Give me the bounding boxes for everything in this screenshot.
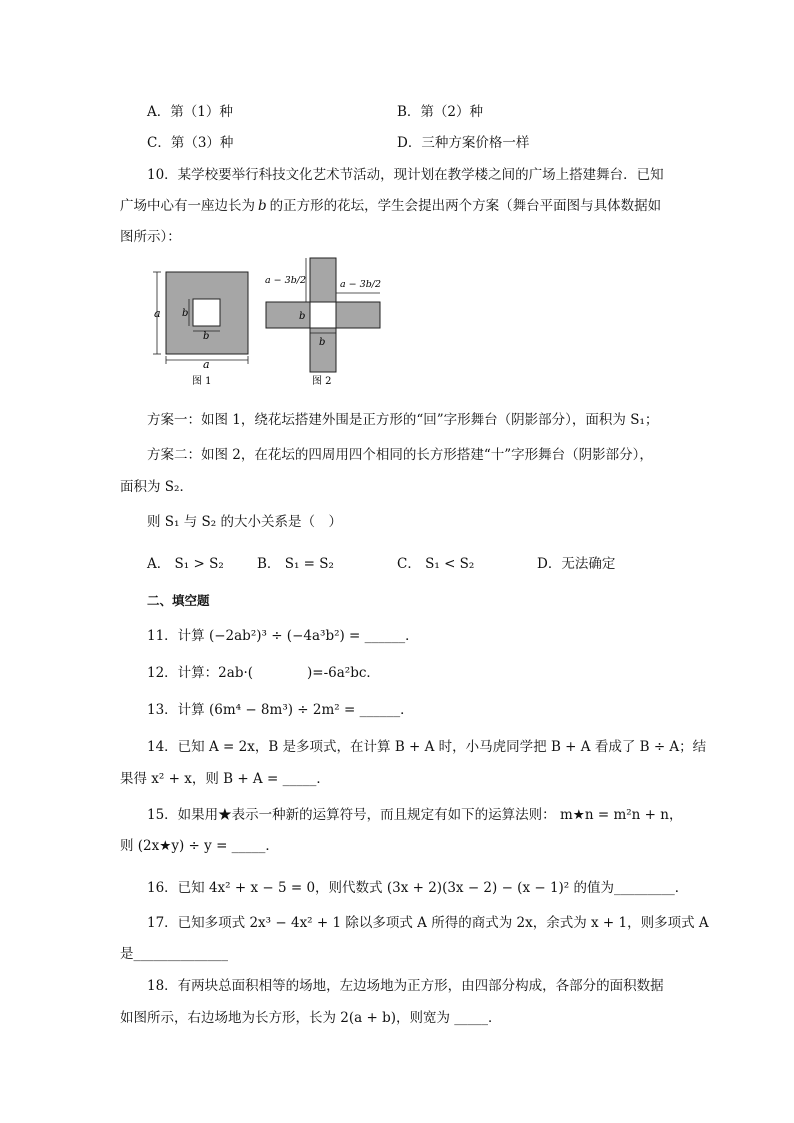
- q12: 12．计算：2ab·( )=-6a²bc．: [147, 665, 380, 681]
- q10-line-2-text-b: 的正方形的花坛，学生会提出两个方案（舞台平面图与具体数据如: [269, 198, 662, 214]
- q13: 13．计算 (6m⁴ − 8m³) ÷ 2m² = ______．: [147, 702, 414, 718]
- q10-question: 则 S₁ 与 S₂ 的大小关系是（ ）: [147, 514, 342, 530]
- q15-line-2: 则 (2x★y) ÷ y = _____．: [120, 838, 279, 854]
- q10-line-2-text-a: 广场中心有一座边长为: [120, 198, 255, 214]
- fig2-flower-bed: [310, 302, 336, 328]
- section-title-fill-in: 二、填空题: [147, 593, 210, 608]
- q15-line-1: 15．如果用★表示一种新的运算符号，而且规定有如下的运算法则： m★n = m²n + n，: [147, 807, 683, 823]
- q18-line-2: 如图所示，右边场地为长方形，长为 2(a + b)，则宽为 _____．: [120, 1010, 502, 1026]
- q10-option-d: D．无法确定: [537, 556, 616, 572]
- q18-line-1: 18．有两块总面积相等的场地，左边场地为正方形，由四部分构成，各部分的面积数据: [147, 978, 664, 994]
- q10-plan-2-line-2: 面积为 S₂．: [120, 479, 193, 495]
- fig2-caption: 图 2: [312, 376, 332, 387]
- fig2-top-rect: [310, 258, 336, 302]
- q10-plan-2-line-1: 方案二：如图 2，在花坛的四周用四个相同的长方形搭建“十”字形舞台（阴影部分），: [147, 447, 653, 463]
- figure-1: [148, 268, 263, 390]
- fig1-caption: 图 1: [192, 376, 212, 387]
- q14-line-2: 果得 x² + x，则 B + A = _____．: [120, 771, 330, 787]
- q10-line-2: [120, 197, 661, 215]
- q9-option-c: C．第（3）种: [147, 135, 234, 151]
- fig1-label-b-side: b: [182, 308, 189, 319]
- q10-var-b: b: [258, 198, 267, 214]
- q16: 16．已知 4x² + x − 5 = 0，则代数式 (3x + 2)(3x − 2) − (x − 1)² 的值为_________．: [147, 880, 689, 896]
- q14-line-1: 14．已知 A = 2x，B 是多项式，在计算 B + A 时，小马虎同学把 B + A 看成了 B ÷ A；结: [147, 739, 707, 755]
- fig1-label-a-bottom: a: [203, 358, 210, 371]
- q17-line-1: 17．已知多项式 2x³ − 4x² + 1 除以多项式 A 所得的商式为 2x，余式为 x + 1，则多项式 A: [147, 915, 709, 931]
- fig1-label-b-bottom: b: [203, 331, 210, 342]
- q10-option-b: B． S₁ = S₂: [257, 556, 334, 572]
- fig1-flower-bed: [193, 299, 220, 326]
- q10-line-1: 10．某学校要举行科技文化艺术节活动，现计划在教学楼之间的广场上搭建舞台．已知: [147, 167, 664, 183]
- fig2-label-b-bottom: b: [319, 337, 326, 348]
- q10-plan-1: 方案一：如图 1，绕花坛搭建外围是正方形的“回”字形舞台（阴影部分），面积为 S₁；: [147, 412, 659, 428]
- q9-option-d: D．三种方案价格一样: [397, 135, 530, 151]
- q11: 11．计算 (−2ab²)³ ÷ (−4a³b²) = ______．: [147, 628, 419, 644]
- figure-2: [262, 255, 384, 390]
- fig2-right-rect: [336, 302, 380, 328]
- fig2-label-b-left: b: [299, 311, 306, 322]
- fig2-label-top-left: a − 3b/2: [265, 275, 307, 286]
- q9-option-a: A．第（1）种: [147, 104, 233, 120]
- q9-option-b: B．第（2）种: [397, 104, 484, 120]
- q10-line-3: 图所示）：: [120, 229, 181, 245]
- fig1-label-a-side: a: [154, 307, 161, 320]
- q10-option-c: C． S₁ < S₂: [397, 556, 475, 572]
- q17-line-2: 是______________: [120, 946, 228, 962]
- fig2-label-top-right: a − 3b/2: [340, 279, 382, 290]
- q10-option-a: A． S₁ > S₂: [147, 556, 224, 572]
- fig2-bottom-rect: [310, 328, 336, 372]
